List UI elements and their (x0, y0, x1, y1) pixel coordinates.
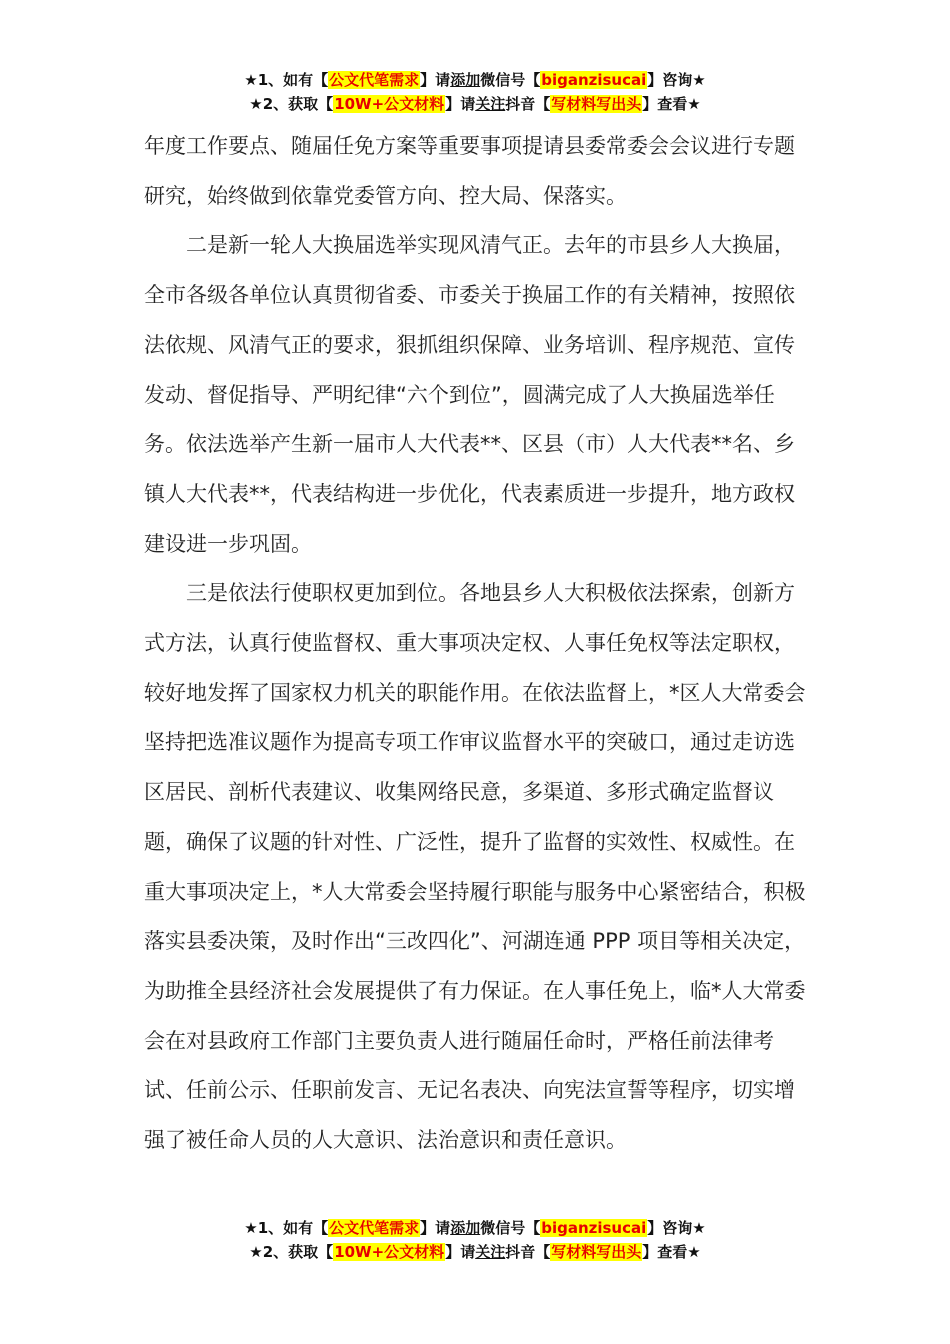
highlight-wechat-id: biganzisucai (541, 1219, 647, 1237)
banner-line-2: ★2、获取【10W+公文材料】请关注抖音【写材料写出头】查看★ (249, 1243, 701, 1261)
underline-follow: 关注 (475, 95, 506, 113)
paragraph-continuation: 年度工作要点、随届任免方案等重要事项提请县委常委会会议进行专题研究，始终做到依靠党委管方向、控大局、保落实。 (144, 134, 795, 208)
highlight-douyin: 写材料写出头 (551, 95, 642, 113)
footer-banner (0, 1216, 950, 1264)
highlight-materials: 10W+公文材料 (334, 95, 445, 113)
paragraph-election: 二是新一轮人大换届选举实现风清气正。去年的市县乡人大换届，全市各级各单位认真贯彻省委、市委关于换届工作的有关精神，按照依法依规、风清气正的要求，狠抓组织保障、业务培训、程序规范、宣传发动、督促指导、严明纪律“六个到位”，圆满完成了人大换届选举任务。依法选举产生新一届市人大代表**、区县（市）人大代表**名、乡镇人大代表**，代表结构进一步优化，代表素质进一步提升，地方政权建设进一步巩固。 (144, 233, 795, 556)
banner-line-2: ★2、获取【10W+公文材料】请关注抖音【写材料写出头】查看★ (249, 95, 701, 113)
document-body (144, 122, 812, 1166)
banner-line-1: ★1、如有【公文代笔需求】请添加微信号【biganzisucai】咨询★ (244, 1219, 706, 1237)
highlight-service: 公文代笔需求 (329, 1219, 420, 1237)
underline-add: 添加 (450, 1219, 481, 1237)
underline-add: 添加 (450, 71, 481, 89)
underline-follow: 关注 (475, 1243, 506, 1261)
banner-line-1: ★1、如有【公文代笔需求】请添加微信号【biganzisucai】咨询★ (244, 71, 706, 89)
highlight-service: 公文代笔需求 (329, 71, 420, 89)
highlight-douyin: 写材料写出头 (551, 1243, 642, 1261)
highlight-materials: 10W+公文材料 (334, 1243, 445, 1261)
header-banner (0, 68, 950, 116)
paragraph-powers: 三是依法行使职权更加到位。各地县乡人大积极依法探索，创新方式方法，认真行使监督权、重大事项决定权、人事任免权等法定职权，较好地发挥了国家权力机关的职能作用。在依法监督上，*区人大常委会坚持把选准议题作为提高专项工作审议监督水平的突破口，通过走访选区居民、剖析代表建议、收集网络民意，多渠道、多形式确定监督议题，确保了议题的针对性、广泛性，提升了监督的实效性、权威性。在重大事项决定上，*人大常委会坚持履行职能与服务中心紧密结合，积极落实县委决策，及时作出“三改四化”、河湖连通 PPP 项目等相关决定，为助推全县经济社会发展提供了有力保证。在人事任免上，临*人大常委会在对县政府工作部门主要负责人进行随届任命时，严格任前法律考试、任前公示、任职前发言、无记名表决、向宪法宣誓等程序，切实增强了被任命人员的人大意识、法治意识和责任意识。 (144, 581, 806, 1153)
highlight-wechat-id: biganzisucai (541, 71, 647, 89)
